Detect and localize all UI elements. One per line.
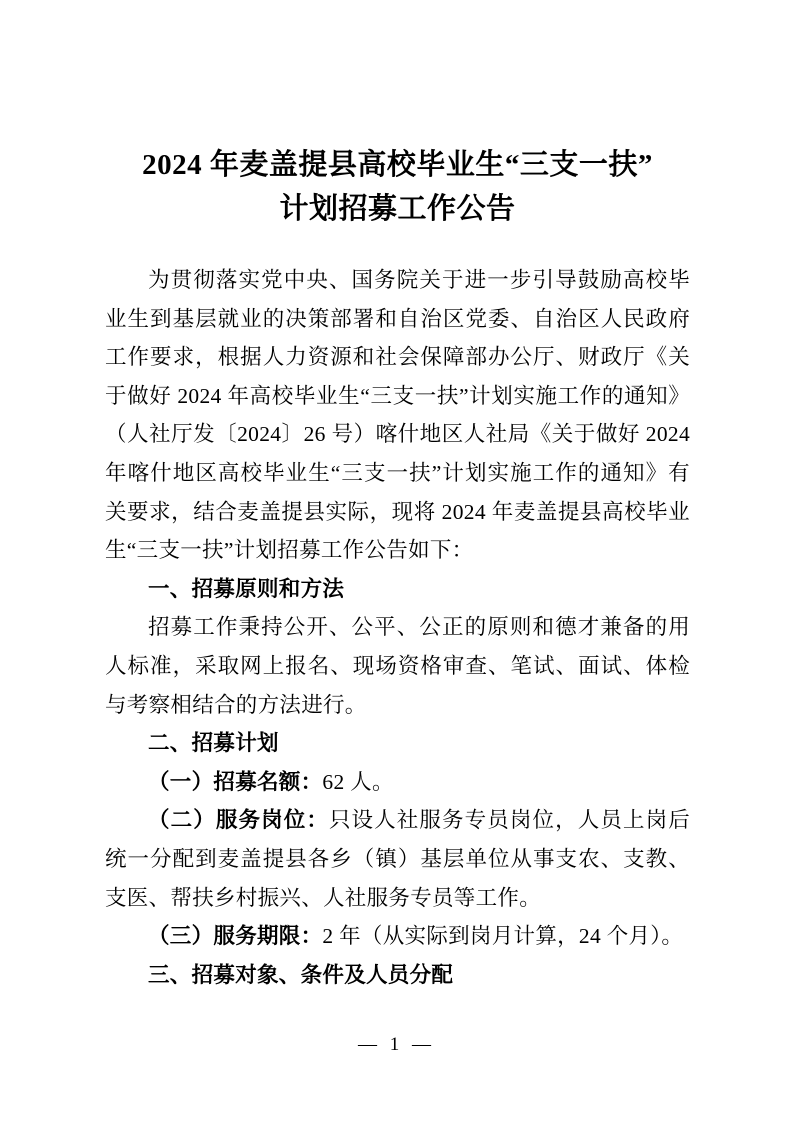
section-2-item-3-label: （三）服务期限：	[148, 924, 323, 949]
section-3-heading: 三、招募对象、条件及人员分配	[148, 962, 454, 987]
document-title-line-1: 2024 年麦盖提县高校毕业生“三支一扶”	[142, 149, 653, 181]
section-1-heading: 一、招募原则和方法	[148, 576, 345, 601]
document-title-line-2: 计划招募工作公告	[279, 193, 516, 225]
section-2-heading: 二、招募计划	[148, 731, 279, 756]
section-2-item-2-label: （二）服务岗位：	[148, 808, 329, 833]
intro-paragraph: 为贯彻落实党中央、国务院关于进一步引导鼓励高校毕业生到基层就业的决策部署和自治区党委、自治区人民政府工作要求，根据人力资源和社会保障部办公厅、财政厅《关于做好 2024 年高校毕业生“三支一扶”计划实施工作的通知》（人社厅发〔2024〕26 号）喀什地区人社局《关于做好 2024 年喀什地区高校毕业生“三支一扶”计划实施工作的通知》有关要求，结合麦盖提县实际，现将 2024 年麦盖提县高校毕业生“三支一扶”计划招募工作公告如下：	[105, 268, 690, 563]
section-2-item-1-text: 62 人。	[322, 769, 394, 794]
document-content	[105, 143, 690, 994]
section-2-item-2	[105, 801, 690, 917]
section-2-item-3	[105, 917, 690, 956]
section-2-item-1	[105, 763, 690, 802]
section-2-item-3-text: 2 年（从实际到岗月计算，24 个月）。	[322, 924, 684, 949]
section-2-item-2-text: 只设人社服务专员岗位，人员上岗后统一分配到麦盖提县各乡（镇）基层单位从事支农、支教、支医、帮扶乡村振兴、人社服务专员等工作。	[105, 808, 690, 910]
document-title	[105, 143, 690, 231]
section-1-paragraph: 招募工作秉持公开、公平、公正的原则和德才兼备的用人标准，采取网上报名、现场资格审查、笔试、面试、体检与考察相结合的方法进行。	[105, 615, 690, 717]
page-number: — 1 —	[358, 1034, 435, 1055]
section-2-item-1-label: （一）招募名额：	[148, 769, 323, 794]
